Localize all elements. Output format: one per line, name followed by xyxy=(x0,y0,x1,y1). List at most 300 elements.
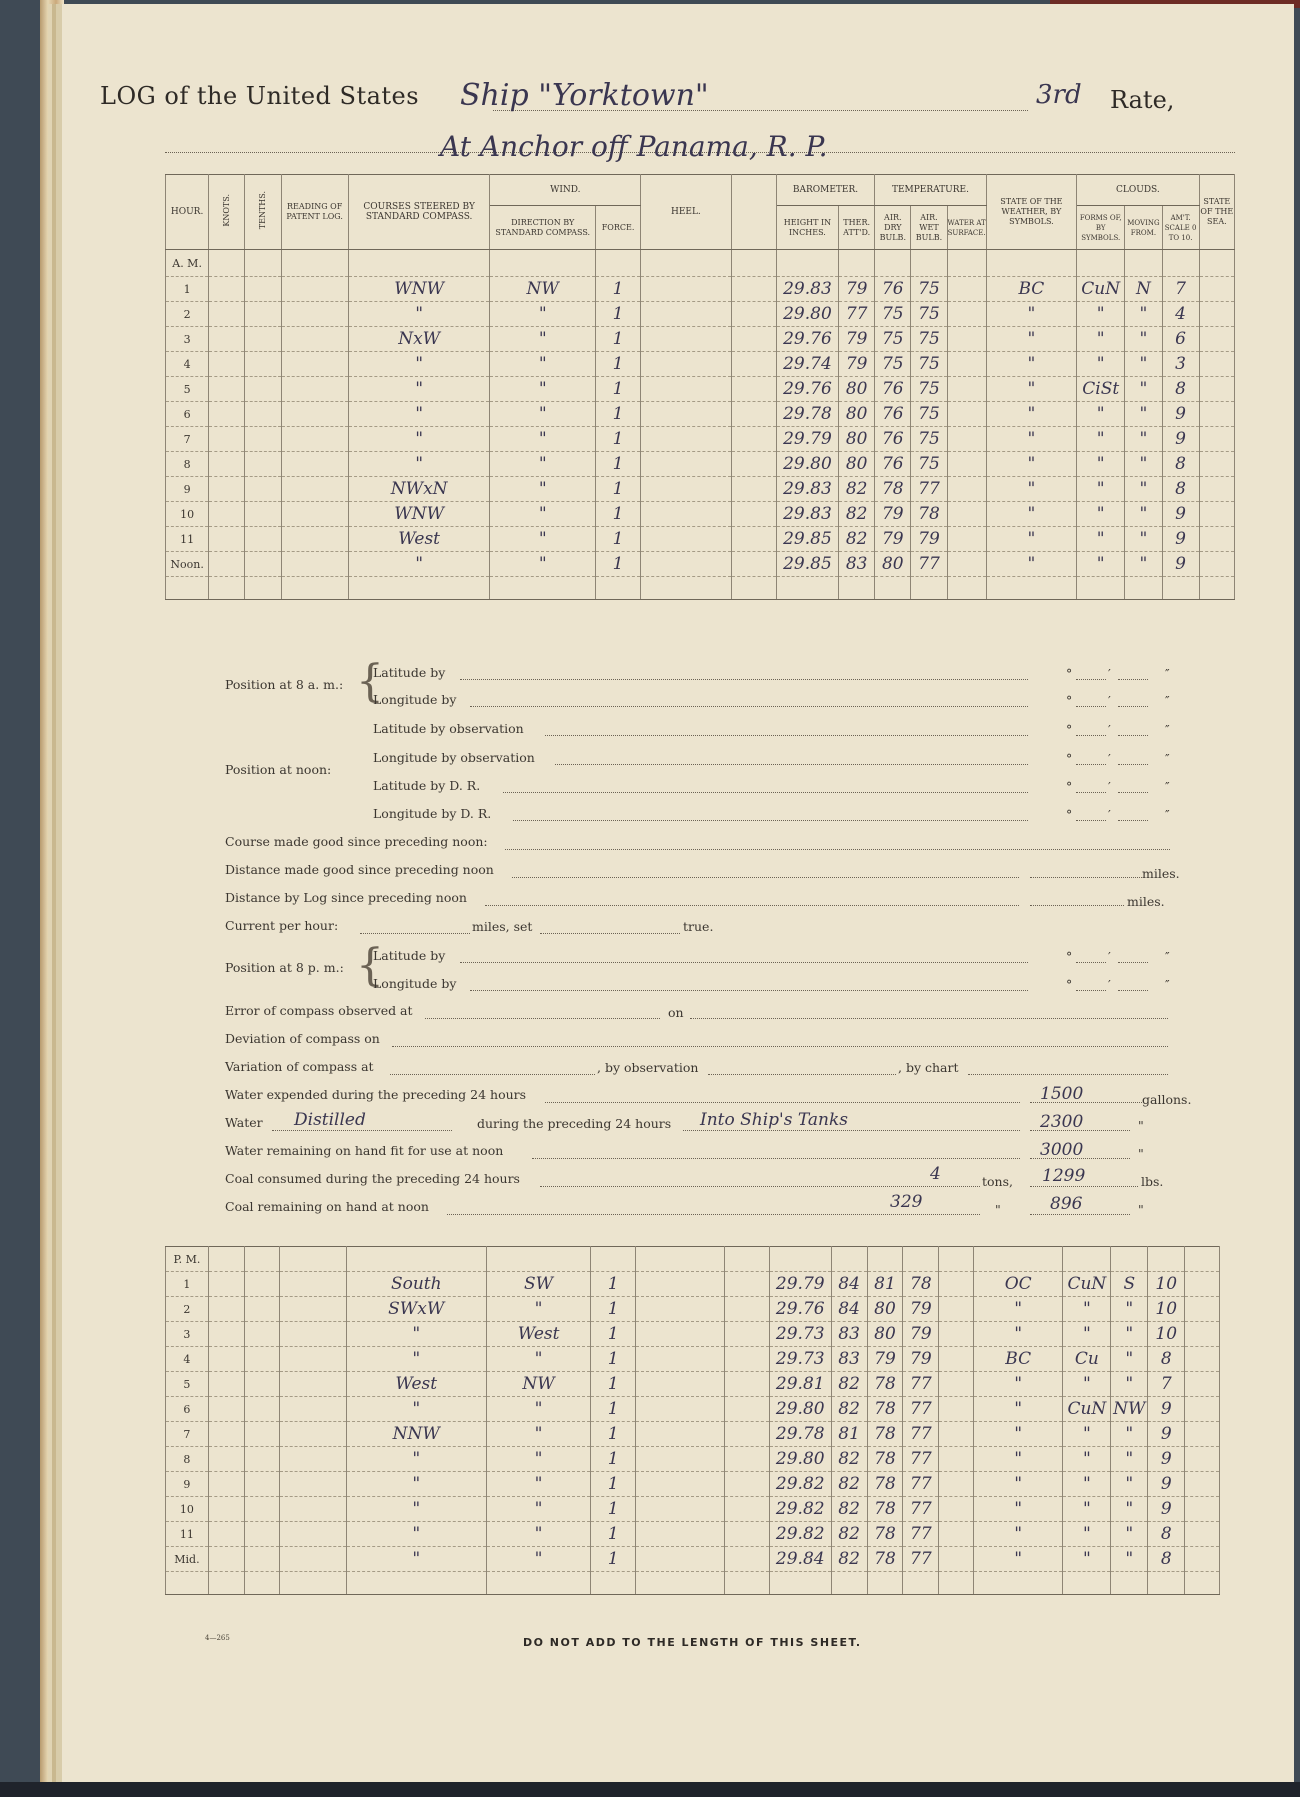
wet-bulb-cell: 75 xyxy=(911,327,947,352)
hour-cell: 3 xyxy=(166,327,209,352)
wet-bulb-cell: 75 xyxy=(911,352,947,377)
course-cell: South xyxy=(346,1272,486,1297)
hour-cell: Noon. xyxy=(166,552,209,577)
wet-bulb-cell: 77 xyxy=(911,552,947,577)
am-log-table xyxy=(165,174,1235,600)
sea-cell xyxy=(1199,377,1234,402)
wind-direction-cell: West xyxy=(486,1322,590,1347)
log-row xyxy=(166,1347,1220,1372)
log-row xyxy=(166,1522,1220,1547)
heel-cell xyxy=(636,1297,725,1322)
blank-cell xyxy=(731,502,776,527)
wind-force-cell: 1 xyxy=(591,1422,636,1447)
barometer-cell: 29.79 xyxy=(776,427,838,452)
position-deg-mark: ° xyxy=(1066,666,1073,681)
cloud-forms-cell: CuN xyxy=(1063,1397,1111,1422)
wind-direction-cell: " xyxy=(490,552,595,577)
knots-cell xyxy=(209,302,245,327)
cloud-moving-cell: " xyxy=(1125,452,1162,477)
knots-cell xyxy=(209,552,245,577)
rate-label: Rate, xyxy=(1110,86,1175,114)
dry-bulb-cell: 78 xyxy=(867,1447,903,1472)
wind-force-cell: 1 xyxy=(591,1497,636,1522)
dry-bulb-cell: 78 xyxy=(867,1547,903,1572)
patent-log-cell xyxy=(280,1447,346,1472)
cloud-moving-cell: " xyxy=(1125,402,1162,427)
course-cell: " xyxy=(346,1347,486,1372)
weather-cell: " xyxy=(974,1372,1063,1397)
weather-cell: " xyxy=(986,527,1076,552)
ther-att-cell: 81 xyxy=(831,1422,867,1447)
patent-log-cell xyxy=(280,1397,346,1422)
water-surface-cell xyxy=(947,327,986,352)
moving-header: MOVING FROM. xyxy=(1125,206,1162,250)
coal-consumed-lbs: 1299 xyxy=(1042,1166,1086,1186)
water-surface-cell xyxy=(939,1472,974,1497)
form-number: 4—265 xyxy=(205,1634,230,1642)
cloud-moving-cell: " xyxy=(1125,302,1162,327)
ther-att-cell: 83 xyxy=(831,1322,867,1347)
dry-bulb-cell: 78 xyxy=(875,477,911,502)
air-dry-header: AIR. DRY BULB. xyxy=(875,206,911,250)
course-made-good-line xyxy=(505,849,1170,850)
hour-cell: 4 xyxy=(166,352,209,377)
hour-cell: 7 xyxy=(166,427,209,452)
heel-cell xyxy=(641,552,731,577)
wind-force-cell: 1 xyxy=(595,377,640,402)
cloud-forms-cell: Cu xyxy=(1063,1347,1111,1372)
dry-bulb-cell: 78 xyxy=(867,1497,903,1522)
position-leader-line xyxy=(513,820,1028,821)
course-made-good: Course made good since preceding noon: xyxy=(225,834,488,849)
tenths-cell xyxy=(244,1272,280,1297)
pm-log-table xyxy=(165,1246,1220,1595)
hour-cell: 11 xyxy=(166,527,209,552)
cloud-forms-cell: " xyxy=(1077,327,1125,352)
cloud-moving-cell: NW xyxy=(1111,1397,1148,1422)
barometer-cell: 29.78 xyxy=(776,402,838,427)
ther-att-cell: 79 xyxy=(839,277,875,302)
position-sec-mark: ″ xyxy=(1165,751,1170,766)
barometer-cell: 29.80 xyxy=(769,1447,831,1472)
wind-force-cell: 1 xyxy=(591,1397,636,1422)
blank-cell xyxy=(731,402,776,427)
ther-att-cell: 84 xyxy=(831,1272,867,1297)
hour-cell: 6 xyxy=(166,402,209,427)
cloud-amount-cell: 8 xyxy=(1148,1347,1185,1372)
heel-cell xyxy=(641,377,731,402)
log-row xyxy=(166,1547,1220,1572)
sea-cell xyxy=(1199,452,1234,477)
tenths-cell xyxy=(245,302,281,327)
wind-direction-cell: " xyxy=(490,452,595,477)
patent-log-cell xyxy=(281,452,348,477)
blank-cell xyxy=(725,1372,770,1397)
sea-cell xyxy=(1185,1497,1220,1522)
log-row xyxy=(166,477,1235,502)
long-obs: Longitude by observation xyxy=(373,750,535,765)
heel-cell xyxy=(641,502,731,527)
hour-cell: 8 xyxy=(166,452,209,477)
coal-consumed-tons: 4 xyxy=(930,1164,941,1184)
distance-made-good: Distance made good since preceding noon xyxy=(225,862,494,877)
cloud-amount-cell: 4 xyxy=(1162,302,1199,327)
water-expended-value: 1500 xyxy=(1040,1084,1084,1104)
lat-obs: Latitude by observation xyxy=(373,721,524,736)
on-line xyxy=(690,1018,1168,1019)
hour-cell: 3 xyxy=(166,1322,209,1347)
cloud-moving-cell: " xyxy=(1125,527,1162,552)
hour-cell: 9 xyxy=(166,477,209,502)
course-cell: " xyxy=(348,427,490,452)
course-cell: " xyxy=(346,1497,486,1522)
cloud-forms-cell: " xyxy=(1063,1497,1111,1522)
cloud-amount-cell: 9 xyxy=(1162,552,1199,577)
dry-bulb-cell: 80 xyxy=(867,1297,903,1322)
heel-cell xyxy=(636,1347,725,1372)
wet-bulb-cell: 77 xyxy=(903,1547,939,1572)
course-cell: " xyxy=(348,302,490,327)
cloud-amount-cell: 8 xyxy=(1162,477,1199,502)
sea-cell xyxy=(1185,1472,1220,1497)
wind-direction-cell: " xyxy=(486,1422,590,1447)
wind-force-cell: 1 xyxy=(591,1522,636,1547)
blank-cell xyxy=(731,327,776,352)
course-cell: West xyxy=(346,1372,486,1397)
tons: tons, xyxy=(982,1174,1013,1189)
ditto-1: " xyxy=(1138,1118,1144,1133)
coal-remaining: Coal remaining on hand at noon xyxy=(225,1199,429,1214)
tenths-cell xyxy=(245,502,281,527)
wind-force-cell: 1 xyxy=(591,1447,636,1472)
position-value-line xyxy=(1118,764,1148,765)
position-leader-line xyxy=(545,735,1028,736)
ditto-2: " xyxy=(1138,1146,1144,1161)
tenths-cell xyxy=(244,1547,280,1572)
weather-cell: " xyxy=(986,502,1076,527)
ther-att-header: THER. ATT'D. xyxy=(839,206,875,250)
tenths-cell xyxy=(245,327,281,352)
log-row xyxy=(166,1372,1220,1397)
position-value-line xyxy=(1118,820,1148,821)
hour-header: HOUR. xyxy=(166,175,209,250)
distance-by-log-value-line xyxy=(1030,905,1124,906)
hour-cell: 8 xyxy=(166,1447,209,1472)
tenths-cell xyxy=(244,1397,280,1422)
wind-direction-cell: " xyxy=(486,1347,590,1372)
heel-cell xyxy=(636,1372,725,1397)
weather-cell: " xyxy=(974,1397,1063,1422)
courses-header: COURSES STEERED BY STANDARD COMPASS. xyxy=(348,175,490,250)
wet-bulb-cell: 75 xyxy=(911,452,947,477)
page-title: LOG of the United States xyxy=(100,82,420,110)
course-cell: " xyxy=(348,402,490,427)
log-row xyxy=(166,1497,1220,1522)
position-min-mark: ′ xyxy=(1108,666,1111,681)
position-deg-mark: ° xyxy=(1066,722,1073,737)
tenths-cell xyxy=(245,402,281,427)
cloud-moving-cell: " xyxy=(1111,1497,1148,1522)
water-surface-cell xyxy=(939,1272,974,1297)
cloud-amount-cell: 9 xyxy=(1148,1447,1185,1472)
barometer-cell: 29.80 xyxy=(769,1397,831,1422)
cloud-forms-cell: " xyxy=(1077,302,1125,327)
tenths-cell xyxy=(244,1447,280,1472)
patent-log-cell xyxy=(281,277,348,302)
hour-cell: 2 xyxy=(166,1297,209,1322)
distance-by-log: Distance by Log since preceding noon xyxy=(225,890,467,905)
heel-cell xyxy=(636,1447,725,1472)
cloud-amount-cell: 8 xyxy=(1162,377,1199,402)
coal-consumed-line xyxy=(540,1186,980,1187)
patent-log-cell xyxy=(280,1272,346,1297)
position-leader-line xyxy=(470,990,1028,991)
water-surface-cell xyxy=(939,1422,974,1447)
wind-direction-cell: " xyxy=(486,1472,590,1497)
heel-cell xyxy=(641,402,731,427)
cloud-amount-cell: 9 xyxy=(1162,502,1199,527)
wind-force-cell: 1 xyxy=(595,452,640,477)
water-remaining-line xyxy=(532,1158,1020,1159)
position-sec-mark: ″ xyxy=(1165,779,1170,794)
knots-cell xyxy=(208,1472,244,1497)
knots-cell xyxy=(209,352,245,377)
position-sec-mark: ″ xyxy=(1165,666,1170,681)
position-value-line xyxy=(1076,735,1106,736)
pos-8pm-label: Position at 8 p. m.: xyxy=(225,960,344,975)
knots-cell xyxy=(209,277,245,302)
blank-cell xyxy=(731,427,776,452)
position-sec-mark: ″ xyxy=(1165,722,1170,737)
ther-att-cell: 82 xyxy=(831,1497,867,1522)
knots-cell xyxy=(209,327,245,352)
cloud-amount-cell: 9 xyxy=(1162,402,1199,427)
sea-cell xyxy=(1199,477,1234,502)
water-surface-cell xyxy=(947,552,986,577)
height-header: HEIGHT IN INCHES. xyxy=(776,206,838,250)
wind-direction-cell: " xyxy=(486,1447,590,1472)
weather-cell: " xyxy=(974,1297,1063,1322)
weather-cell: BC xyxy=(986,277,1076,302)
barometer-cell: 29.76 xyxy=(769,1297,831,1322)
cloud-moving-cell: " xyxy=(1125,377,1162,402)
log-row xyxy=(166,402,1235,427)
wind-direction-cell: " xyxy=(490,427,595,452)
cloud-moving-cell: " xyxy=(1111,1322,1148,1347)
hour-cell: 4 xyxy=(166,1347,209,1372)
barometer-cell: 29.84 xyxy=(769,1547,831,1572)
heel-cell xyxy=(636,1472,725,1497)
heel-cell xyxy=(641,452,731,477)
course-cell: " xyxy=(346,1522,486,1547)
heel-header: HEEL. xyxy=(641,175,731,250)
knots-cell xyxy=(209,402,245,427)
ther-att-cell: 82 xyxy=(839,477,875,502)
distance-by-log-line xyxy=(485,905,1019,906)
by-chart: , by chart xyxy=(898,1060,959,1075)
hour-cell: Mid. xyxy=(166,1547,209,1572)
log-row xyxy=(166,502,1235,527)
water-surface-cell xyxy=(947,427,986,452)
wet-bulb-cell: 79 xyxy=(903,1322,939,1347)
position-value-line xyxy=(1076,706,1106,707)
dry-bulb-cell: 76 xyxy=(875,377,911,402)
pos-noon-label: Position at noon: xyxy=(225,762,332,777)
course-cell: WNW xyxy=(348,502,490,527)
coal-consumed: Coal consumed during the preceding 24 hours xyxy=(225,1171,520,1186)
tenths-cell xyxy=(245,427,281,452)
wet-bulb-cell: 75 xyxy=(911,427,947,452)
miles-set: miles, set xyxy=(472,919,533,934)
cloud-amount-cell: 10 xyxy=(1148,1297,1185,1322)
cloud-amount-cell: 8 xyxy=(1148,1547,1185,1572)
wet-bulb-cell: 77 xyxy=(903,1472,939,1497)
course-cell: " xyxy=(346,1322,486,1347)
heel-cell xyxy=(636,1272,725,1297)
coal-lbs-line xyxy=(1030,1186,1138,1187)
water-surface-cell xyxy=(947,277,986,302)
cloud-forms-cell: " xyxy=(1077,477,1125,502)
tenths-cell xyxy=(244,1472,280,1497)
wind-force-cell: 1 xyxy=(591,1297,636,1322)
blank-cell xyxy=(725,1297,770,1322)
chart-line xyxy=(968,1074,1168,1075)
log-row xyxy=(166,1472,1220,1497)
blank-cell xyxy=(731,477,776,502)
tenths-cell xyxy=(245,277,281,302)
tenths-cell xyxy=(244,1347,280,1372)
cloud-forms-cell: " xyxy=(1077,552,1125,577)
weather-cell: " xyxy=(986,302,1076,327)
wet-bulb-cell: 75 xyxy=(911,277,947,302)
length-notice: DO NOT ADD TO THE LENGTH OF THIS SHEET. xyxy=(523,1636,862,1649)
barometer-cell: 29.82 xyxy=(769,1497,831,1522)
ther-att-cell: 82 xyxy=(839,502,875,527)
barometer-cell: 29.80 xyxy=(776,302,838,327)
am-label: A. M. xyxy=(166,250,209,277)
sea-cell xyxy=(1199,552,1234,577)
air-wet-header: AIR. WET BULB. xyxy=(911,206,947,250)
cloud-forms-cell: " xyxy=(1077,352,1125,377)
wind-force-cell: 1 xyxy=(591,1547,636,1572)
knots-cell xyxy=(208,1297,244,1322)
cloud-amount-cell: 6 xyxy=(1162,327,1199,352)
wind-direction-cell: " xyxy=(490,302,595,327)
position-min-mark: ′ xyxy=(1108,779,1111,794)
tenths-cell xyxy=(244,1522,280,1547)
cloud-forms-cell: CuN xyxy=(1063,1272,1111,1297)
log-row xyxy=(166,352,1235,377)
patent-log-cell xyxy=(281,477,348,502)
cloud-forms-cell: " xyxy=(1077,527,1125,552)
position-min-mark: ′ xyxy=(1108,722,1111,737)
wind-direction-cell: " xyxy=(486,1522,590,1547)
sea-cell xyxy=(1199,302,1234,327)
log-row xyxy=(166,377,1235,402)
wet-bulb-cell: 77 xyxy=(903,1397,939,1422)
barometer-cell: 29.73 xyxy=(769,1322,831,1347)
position-deg-mark: ° xyxy=(1066,779,1073,794)
lbs: lbs. xyxy=(1141,1174,1164,1189)
hour-cell: 1 xyxy=(166,277,209,302)
wind-direction-cell: " xyxy=(490,402,595,427)
patent-log-cell xyxy=(281,352,348,377)
cloud-forms-cell: " xyxy=(1063,1522,1111,1547)
position-value-line xyxy=(1118,792,1148,793)
cloud-moving-cell: " xyxy=(1111,1447,1148,1472)
barometer-cell: 29.83 xyxy=(776,502,838,527)
log-row xyxy=(166,1272,1220,1297)
wind-force-cell: 1 xyxy=(595,477,640,502)
patent-log-cell xyxy=(281,502,348,527)
cloud-moving-cell: " xyxy=(1111,1547,1148,1572)
wind-direction-header: DIRECTION BY STANDARD COMPASS. xyxy=(490,206,595,250)
heel-cell xyxy=(636,1497,725,1522)
cloud-forms-cell: " xyxy=(1063,1447,1111,1472)
position-sec-mark: ″ xyxy=(1165,693,1170,708)
blank-cell xyxy=(731,352,776,377)
water-surface-cell xyxy=(947,402,986,427)
lat-by-8am: Latitude by xyxy=(373,665,446,680)
coal-remaining-line xyxy=(447,1214,980,1215)
location: At Anchor off Panama, R. P. xyxy=(440,130,828,163)
cloud-moving-cell: " xyxy=(1125,502,1162,527)
barometer-cell: 29.76 xyxy=(776,327,838,352)
weather-cell: " xyxy=(974,1522,1063,1547)
cloud-forms-cell: " xyxy=(1063,1322,1111,1347)
dry-bulb-cell: 80 xyxy=(875,552,911,577)
coal-remaining-tons: 329 xyxy=(890,1192,923,1212)
position-value-line xyxy=(1118,679,1148,680)
wind-direction-cell: " xyxy=(486,1397,590,1422)
cloud-amount-cell: 7 xyxy=(1148,1372,1185,1397)
barometer-cell: 29.81 xyxy=(769,1372,831,1397)
tenths-header: TENTHS. xyxy=(257,191,267,230)
sea-cell xyxy=(1199,277,1234,302)
log-row xyxy=(166,277,1235,302)
distance-made-good-value-line xyxy=(1030,877,1142,878)
error-compass: Error of compass observed at xyxy=(225,1003,413,1018)
cloud-moving-cell: " xyxy=(1111,1372,1148,1397)
blank-cell xyxy=(731,552,776,577)
brace-8am: { xyxy=(356,656,384,707)
water-surface-cell xyxy=(947,377,986,402)
weather-cell: " xyxy=(986,477,1076,502)
ther-att-cell: 83 xyxy=(839,552,875,577)
log-row xyxy=(166,427,1235,452)
clouds-header: CLOUDS. xyxy=(1077,175,1200,206)
cloud-moving-cell: N xyxy=(1125,277,1162,302)
weather-cell: " xyxy=(974,1322,1063,1347)
cloud-forms-cell: " xyxy=(1063,1297,1111,1322)
water-surface-cell xyxy=(947,527,986,552)
cloud-amount-cell: 7 xyxy=(1162,277,1199,302)
water-surface-cell xyxy=(939,1322,974,1347)
dry-bulb-cell: 78 xyxy=(867,1522,903,1547)
cloud-moving-cell: " xyxy=(1125,427,1162,452)
water-into-line xyxy=(683,1130,1020,1131)
dry-bulb-cell: 75 xyxy=(875,302,911,327)
course-cell: WNW xyxy=(348,277,490,302)
water-surface-cell xyxy=(939,1347,974,1372)
wet-bulb-cell: 79 xyxy=(911,527,947,552)
wet-bulb-cell: 77 xyxy=(903,1372,939,1397)
wind-force-cell: 1 xyxy=(595,427,640,452)
cloud-forms-cell: " xyxy=(1063,1372,1111,1397)
coal-remaining-lbs-line xyxy=(1030,1214,1130,1215)
heel-cell xyxy=(641,352,731,377)
cloud-forms-cell: CuN xyxy=(1077,277,1125,302)
